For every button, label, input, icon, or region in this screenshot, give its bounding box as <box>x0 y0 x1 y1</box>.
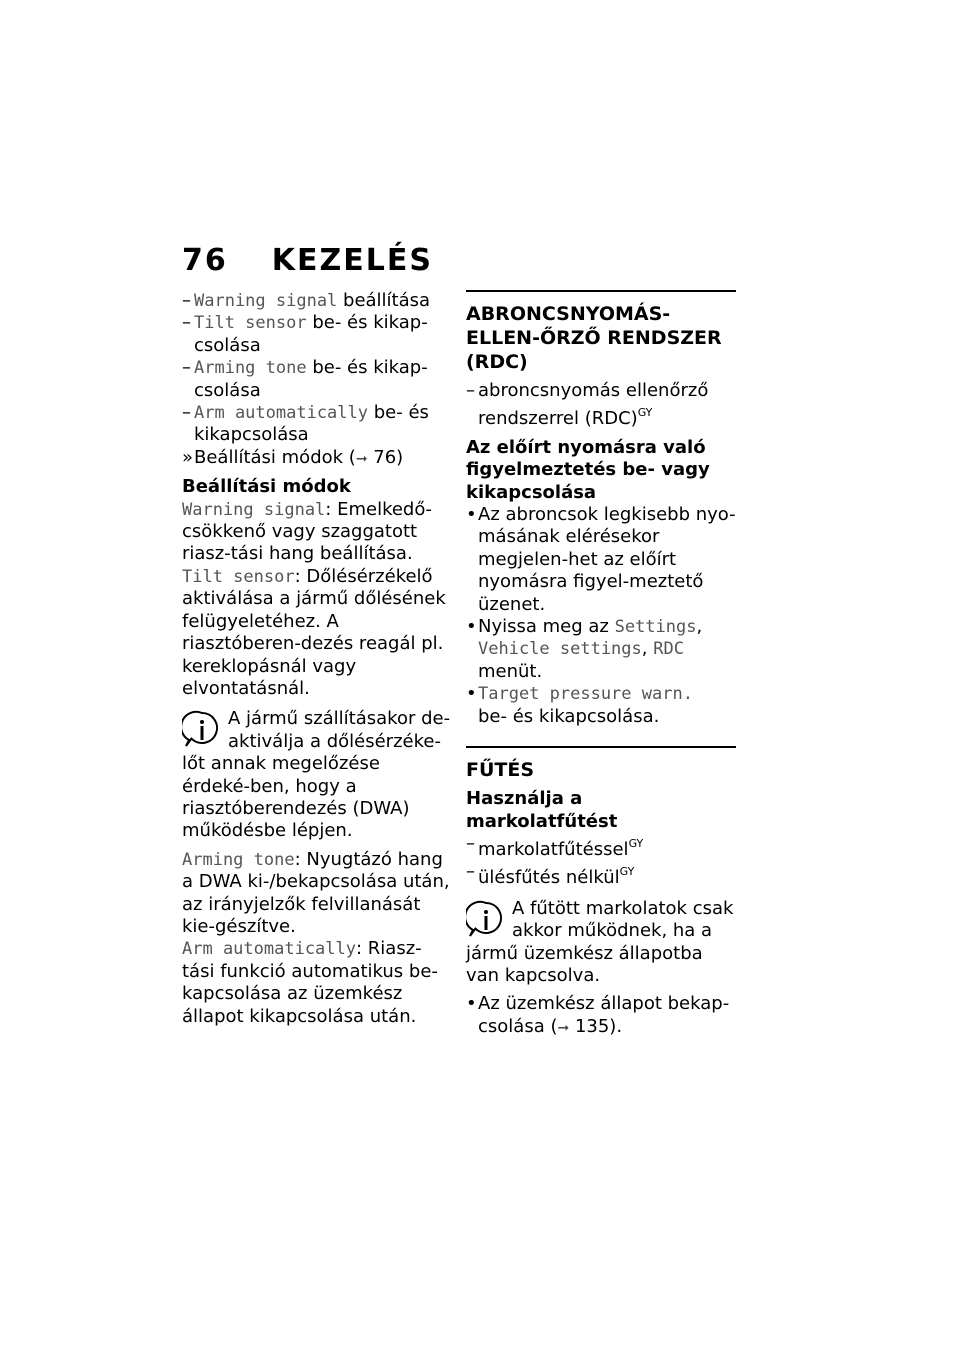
list-item: – Tilt sensor be- és kikap-csolása <box>182 312 428 356</box>
list-item: – Arm automatically be- és kikapcsolása <box>182 402 429 446</box>
chapter-title: KEZELÉS <box>271 243 433 278</box>
bullet-item: • Target pressure warn. be- és kikapcsolása. <box>466 683 693 727</box>
page-reference-arrow-icon: ➞ <box>355 450 368 467</box>
paragraph: Arming tone: Nyugtázó hang a DWA ki-/bekapcsolása után, az irányjelzők felvillanását kie-gészítve. <box>182 848 450 937</box>
bullet-item[interactable]: • Az üzemkész állapot bekap-csolása (➞ 135). <box>466 993 736 1039</box>
bullet-item: • Nyissa meg az Settings, Vehicle settings, RDC menüt. <box>466 616 703 682</box>
subheading: Az előírt nyomásra való figyelmeztetés be- vagy kikapcsolása <box>466 436 710 503</box>
list-item: – abroncsnyomás ellenőrző rendszerrel (RDC)$^{GY}$ <box>466 380 709 430</box>
bullet-item: • Az abroncsok legkisebb nyo-másának elérésekor megjelen-het az előírt nyomásra figyel-meztető üzenet. <box>466 504 736 615</box>
list-item: – Arming tone be- és kikap-csolása <box>182 357 428 401</box>
left-column <box>182 290 452 1028</box>
page-header <box>182 243 433 278</box>
list-item: – markolatfűtéssel$^{GY}$ <box>466 832 644 860</box>
section-title: ABRONCSNYOMÁS-ELLEN-ŐRZŐ RENDSZER (RDC) <box>466 290 736 374</box>
subheading: Beállítási módok <box>182 476 351 498</box>
info-note: A jármű szállításakor de-aktiválja a dőlésérzéke-lőt annak megelőzése érdeké-ben, hogy a riasztóberendezés (DWA) működésbe lépjen. <box>182 708 451 842</box>
info-note: A fűtött markolatok csak akkor működnek, ha a jármű üzemkész állapotba van kapcsolva. <box>466 897 734 986</box>
subheading: Használja a markolatfűtést <box>466 788 618 832</box>
page-reference-arrow-icon: ➞ <box>557 1019 570 1036</box>
cross-reference[interactable]: » Beállítási módok (➞ 76) <box>182 447 452 470</box>
list-item: – ülésfűtés nélkül$^{GY}$ <box>466 861 635 889</box>
paragraph: Warning signal: Emelkedő-csökkenő vagy szaggatott riasz-tási hang beállítása. <box>182 498 432 565</box>
info-note-icon <box>182 710 222 750</box>
paragraph: Arm automatically: Riasz-tási funkció automatikus be-kapcsolása az üzemkész állapot kikapcsolása után. <box>182 938 438 1027</box>
info-note-icon <box>466 900 506 940</box>
list-item: – Warning signal beállítása <box>182 290 431 311</box>
section-title: FŰTÉS <box>466 746 736 782</box>
page-number: 76 <box>182 243 228 278</box>
paragraph: Tilt sensor: Dőlésérzékelő aktiválása a jármű dőlésének felügyeletéhez. A riasztóberen-dezés reagál pl. kereklopásnál vagy elvontatásnál. <box>182 565 446 699</box>
right-column <box>466 290 736 1039</box>
